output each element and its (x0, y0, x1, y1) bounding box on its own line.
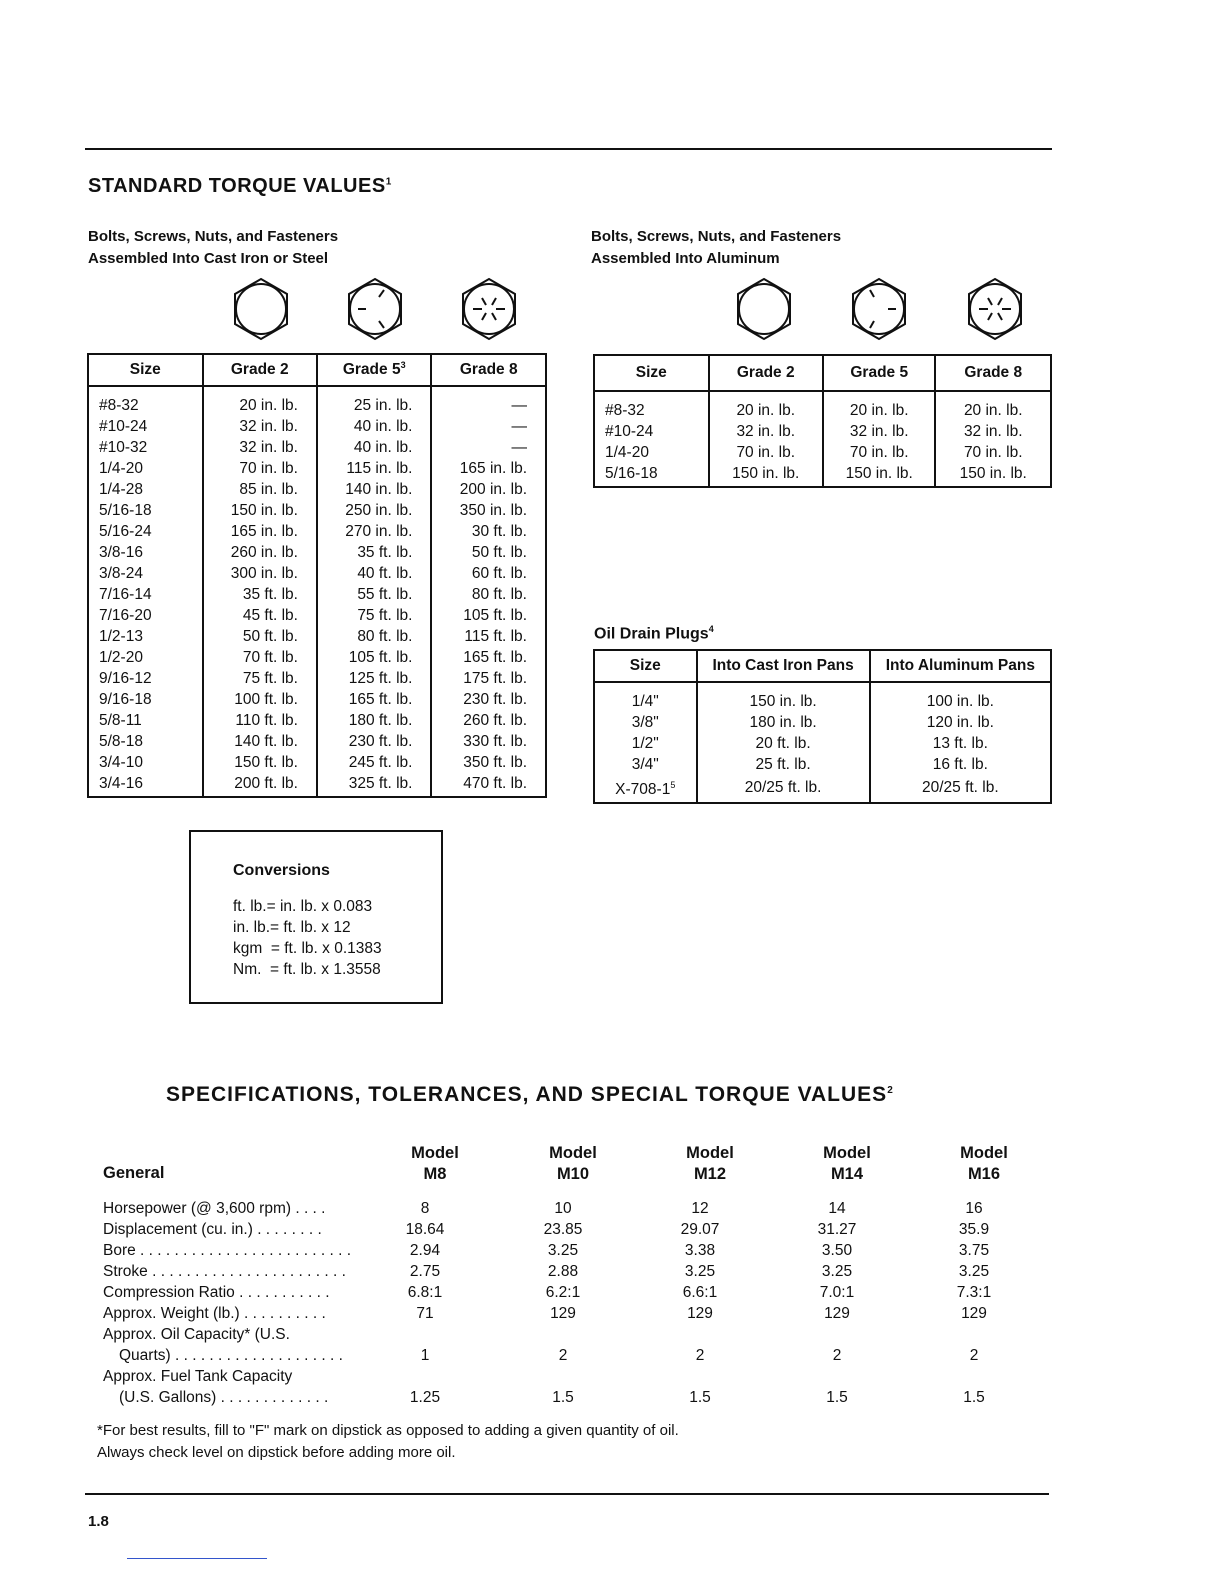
table-cell: 260 ft. lb. (431, 710, 546, 731)
hex-head-grade-8-icon (456, 276, 522, 347)
spec-row (103, 1219, 1043, 1240)
table-body (594, 682, 1051, 803)
table-cell: 5/8-11 (88, 710, 203, 731)
table-row (88, 521, 546, 542)
table-cell: — (431, 437, 546, 458)
table-cell: 180 ft. lb. (317, 710, 431, 731)
table-cell: 3/8-16 (88, 542, 203, 563)
spec-row (103, 1303, 1043, 1324)
table-cell: 150 in. lb. (823, 463, 936, 487)
table-cell: 32 in. lb. (203, 437, 317, 458)
column-header-grade-8: Grade 8 (935, 355, 1051, 391)
column-header-cast-iron-pans: Into Cast Iron Pans (697, 650, 870, 682)
model-header: Model M16 (960, 1144, 1008, 1183)
hex-head-grade-2-icon (228, 276, 294, 347)
table-row (88, 773, 546, 797)
table-cell: 20 in. lb. (823, 391, 936, 421)
table-cell: 165 ft. lb. (317, 689, 431, 710)
table-row (594, 682, 1051, 712)
table-header-row (594, 650, 1051, 682)
spec-value: 3.25 (684, 1263, 716, 1280)
table-cell: #10-32 (88, 437, 203, 458)
table-cell: 3/8-24 (88, 563, 203, 584)
table-cell: 60 ft. lb. (431, 563, 546, 584)
table-cell: 200 ft. lb. (203, 773, 317, 797)
spec-value: 1.5 (963, 1389, 985, 1406)
table-row (88, 605, 546, 626)
table-cell: 9/16-12 (88, 668, 203, 689)
table-cell: 105 ft. lb. (431, 605, 546, 626)
table-row (88, 458, 546, 479)
column-header-grade-2: Grade 2 (203, 354, 317, 386)
table-row (88, 626, 546, 647)
table-body (594, 391, 1051, 487)
spec-label: Compression Ratio . . . . . . . . . . . (103, 1284, 330, 1301)
spec-value: 35.9 (958, 1221, 990, 1238)
table-cell: 70 in. lb. (935, 442, 1051, 463)
footnote: *For best results, fill to "F" mark on dipstick as opposed to adding a given quantity of oil. Always check level on dipstick before adding more oil. (97, 1422, 679, 1461)
table-row (88, 563, 546, 584)
table-row (594, 775, 1051, 803)
table-cell: 330 ft. lb. (431, 731, 546, 752)
table-cell: 180 in. lb. (697, 712, 870, 733)
column-header-grade-2: Grade 2 (709, 355, 823, 391)
table-cell: 70 in. lb. (823, 442, 936, 463)
column-header-size: Size (594, 650, 697, 682)
table-cell: 20 in. lb. (709, 391, 823, 421)
spec-value: 3.25 (547, 1242, 579, 1259)
column-header-aluminum-pans: Into Aluminum Pans (870, 650, 1051, 682)
spec-value: 1 (420, 1347, 430, 1364)
bottom-rule (85, 1493, 1049, 1495)
table-header-row (88, 354, 546, 386)
aluminum-torque-table (593, 354, 1052, 488)
table-cell: 165 in. lb. (431, 458, 546, 479)
table-cell: 300 in. lb. (203, 563, 317, 584)
spec-row (103, 1261, 1043, 1282)
table-row (88, 479, 546, 500)
spec-row (103, 1198, 1043, 1219)
table-cell: 9/16-18 (88, 689, 203, 710)
table-cell: $X-708-1^5$ (594, 775, 697, 803)
table-cell: 250 in. lb. (317, 500, 431, 521)
spec-value: 2 (695, 1347, 705, 1364)
table-cell: 150 in. lb. (709, 463, 823, 487)
table-cell: 7/16-14 (88, 584, 203, 605)
top-rule (85, 148, 1052, 150)
page-title: STANDARD TORQUE VALUES$^1$ (88, 175, 392, 197)
table-row (594, 463, 1051, 487)
table-row (88, 416, 546, 437)
table-cell: #8-32 (594, 391, 709, 421)
table-row (594, 442, 1051, 463)
conversion-line: ft. lb.= in. lb. x 0.083 (233, 898, 373, 915)
table-cell: 50 ft. lb. (431, 542, 546, 563)
spec-value: 3.25 (821, 1263, 853, 1280)
table-cell: 115 ft. lb. (431, 626, 546, 647)
spec-label: Approx. Oil Capacity* (U.S. Quarts) . . . . . . . . . . . . . . . . . . . . (103, 1326, 343, 1364)
table-cell: #8-32 (88, 386, 203, 416)
table-cell: 70 in. lb. (203, 458, 317, 479)
spec-value: 2.88 (547, 1263, 579, 1280)
table-cell: 35 ft. lb. (317, 542, 431, 563)
spec-value: 3.38 (684, 1242, 716, 1259)
table-cell: 115 in. lb. (317, 458, 431, 479)
table-cell: 32 in. lb. (203, 416, 317, 437)
spec-label: Displacement (cu. in.) . . . . . . . . (103, 1221, 322, 1238)
table-cell: — (431, 386, 546, 416)
conversion-line: Nm. = ft. lb. x 1.3558 (233, 961, 381, 978)
table-row (88, 731, 546, 752)
table-row (88, 437, 546, 458)
table-cell: 20 in. lb. (203, 386, 317, 416)
spec-value: 1.5 (689, 1389, 711, 1406)
table-cell: 50 ft. lb. (203, 626, 317, 647)
spec-value: 3.75 (958, 1242, 990, 1259)
table-cell: 125 ft. lb. (317, 668, 431, 689)
table-row (88, 647, 546, 668)
spec-row (103, 1240, 1043, 1261)
spec-label: Approx. Fuel Tank Capacity (U.S. Gallons) . . . . . . . . . . . . . (103, 1368, 329, 1406)
specs-title: SPECIFICATIONS, TOLERANCES, AND SPECIAL TORQUE VALUES$^2$ (166, 1083, 894, 1106)
table-cell: 230 ft. lb. (431, 689, 546, 710)
table-cell: 3/8" (594, 712, 697, 733)
spec-value: 10 (554, 1200, 572, 1217)
table-row (594, 733, 1051, 754)
model-header: Model M10 (549, 1144, 597, 1183)
spec-value: 23.85 (543, 1221, 583, 1238)
table-cell: 3/4-16 (88, 773, 203, 797)
cast-iron-torque-table (87, 353, 547, 798)
table-row (88, 386, 546, 416)
table-cell: 20 ft. lb. (697, 733, 870, 754)
table-cell: 32 in. lb. (935, 421, 1051, 442)
table-row (88, 710, 546, 731)
table-cell: 150 in. lb. (697, 682, 870, 712)
conversions-title: Conversions (233, 862, 330, 879)
spec-value: 7.3:1 (956, 1284, 992, 1301)
table-cell: 25 ft. lb. (697, 754, 870, 775)
table-cell: 40 in. lb. (317, 437, 431, 458)
table-cell: 5/16-18 (88, 500, 203, 521)
table-cell: 32 in. lb. (709, 421, 823, 442)
table-cell: 3/4" (594, 754, 697, 775)
spec-value: 2 (969, 1347, 979, 1364)
model-header: Model M12 (686, 1144, 734, 1183)
spec-value: 1.5 (826, 1389, 848, 1406)
spec-value: 71 (416, 1305, 434, 1322)
table-cell: 270 in. lb. (317, 521, 431, 542)
table-cell: 32 in. lb. (823, 421, 936, 442)
spec-value: 129 (687, 1305, 713, 1322)
hex-head-grade-5-icon (342, 276, 408, 347)
table-cell: 200 in. lb. (431, 479, 546, 500)
right-section-heading: Bolts, Screws, Nuts, and Fasteners Assembled Into Aluminum (591, 228, 842, 267)
spec-value: 16 (965, 1200, 983, 1217)
table-row (88, 689, 546, 710)
table-cell: 165 ft. lb. (431, 647, 546, 668)
spec-label: Stroke . . . . . . . . . . . . . . . . . . . . . . . (103, 1263, 346, 1280)
conversions-box (189, 830, 443, 1004)
table-cell: 20/25 ft. lb. (870, 775, 1051, 803)
table-row (594, 754, 1051, 775)
table-cell: 25 in. lb. (317, 386, 431, 416)
table-cell: 105 ft. lb. (317, 647, 431, 668)
table-cell: 165 in. lb. (203, 521, 317, 542)
table-row (594, 421, 1051, 442)
table-body (88, 386, 546, 797)
spec-value: 18.64 (405, 1221, 445, 1238)
table-cell: 40 ft. lb. (317, 563, 431, 584)
table-row (88, 500, 546, 521)
table-cell: 140 in. lb. (317, 479, 431, 500)
table-cell: 175 ft. lb. (431, 668, 546, 689)
table-cell: 5/16-18 (594, 463, 709, 487)
spec-label: Horsepower (@ 3,600 rpm) . . . . (103, 1200, 326, 1217)
spec-value: 1.5 (552, 1389, 574, 1406)
spec-value: 1.25 (409, 1389, 441, 1406)
spec-value: 2 (558, 1347, 568, 1364)
page-number: 1.8 (88, 1513, 109, 1530)
column-header-grade-5: Grade $5^3$ (317, 354, 431, 386)
oil-drain-table (593, 649, 1052, 804)
spec-label: Approx. Weight (lb.) . . . . . . . . . . (103, 1305, 326, 1322)
table-cell: 1/2" (594, 733, 697, 754)
spec-value: 2 (832, 1347, 842, 1364)
table-cell: 120 in. lb. (870, 712, 1051, 733)
table-header-row (594, 355, 1051, 391)
table-cell: 140 ft. lb. (203, 731, 317, 752)
spec-value: 129 (961, 1305, 987, 1322)
table-cell: 325 ft. lb. (317, 773, 431, 797)
table-row (594, 712, 1051, 733)
table-cell: 16 ft. lb. (870, 754, 1051, 775)
table-row (594, 391, 1051, 421)
table-cell: 100 ft. lb. (203, 689, 317, 710)
table-cell: 470 ft. lb. (431, 773, 546, 797)
column-header-grade-8: Grade 8 (431, 354, 546, 386)
spec-label: Bore . . . . . . . . . . . . . . . . . . . . . . . . . (103, 1242, 352, 1259)
table-row (88, 542, 546, 563)
spec-value: 129 (550, 1305, 576, 1322)
bottom-link-rule (127, 1558, 267, 1559)
table-cell: 30 ft. lb. (431, 521, 546, 542)
spec-value: 6.8:1 (407, 1284, 443, 1301)
table-cell: 75 ft. lb. (317, 605, 431, 626)
hex-head-grade-8-icon (962, 276, 1028, 347)
table-cell: 350 in. lb. (431, 500, 546, 521)
spec-value: 7.0:1 (819, 1284, 855, 1301)
conversion-line: in. lb.= ft. lb. x 12 (233, 919, 351, 936)
general-heading: General (103, 1164, 165, 1182)
spec-value: 6.2:1 (545, 1284, 581, 1301)
table-row (88, 584, 546, 605)
table-cell: 40 in. lb. (317, 416, 431, 437)
table-cell: 1/4-20 (594, 442, 709, 463)
table-cell: 1/2-13 (88, 626, 203, 647)
spec-row (103, 1282, 1043, 1303)
table-cell: 13 ft. lb. (870, 733, 1051, 754)
table-cell: #10-24 (594, 421, 709, 442)
table-cell: 70 ft. lb. (203, 647, 317, 668)
hex-head-grade-5-icon (846, 276, 912, 347)
oil-drain-title: Oil Drain Plugs$^4$ (594, 624, 714, 643)
spec-value: 2.94 (409, 1242, 441, 1259)
spec-value: 6.6:1 (682, 1284, 718, 1301)
table-cell: 3/4-10 (88, 752, 203, 773)
spec-value: 129 (824, 1305, 850, 1322)
column-header-size: Size (88, 354, 203, 386)
table-cell: 150 ft. lb. (203, 752, 317, 773)
table-cell: 75 ft. lb. (203, 668, 317, 689)
model-header: Model M14 (823, 1144, 871, 1183)
model-header: Model M8 (411, 1144, 459, 1183)
column-header-size: Size (594, 355, 709, 391)
table-cell: 80 ft. lb. (431, 584, 546, 605)
specs-table (103, 1198, 1043, 1408)
table-cell: 150 in. lb. (935, 463, 1051, 487)
table-cell: 45 ft. lb. (203, 605, 317, 626)
spec-row (103, 1324, 1043, 1366)
table-cell: #10-24 (88, 416, 203, 437)
spec-value: 14 (828, 1200, 846, 1217)
table-cell: 1/4" (594, 682, 697, 712)
table-cell: 5/8-18 (88, 731, 203, 752)
spec-value: 12 (691, 1200, 709, 1217)
spec-value: 3.50 (821, 1242, 853, 1259)
table-cell: 20/25 ft. lb. (697, 775, 870, 803)
table-cell: 7/16-20 (88, 605, 203, 626)
table-cell: 150 in. lb. (203, 500, 317, 521)
table-cell: 5/16-24 (88, 521, 203, 542)
spec-row (103, 1366, 1043, 1408)
table-row (88, 668, 546, 689)
table-cell: 85 in. lb. (203, 479, 317, 500)
table-cell: 1/4-28 (88, 479, 203, 500)
table-cell: 55 ft. lb. (317, 584, 431, 605)
table-cell: 350 ft. lb. (431, 752, 546, 773)
column-header-grade-5: Grade 5 (823, 355, 936, 391)
spec-value: 29.07 (680, 1221, 720, 1238)
table-cell: 230 ft. lb. (317, 731, 431, 752)
table-cell: — (431, 416, 546, 437)
conversion-line: kgm = ft. lb. x 0.1383 (233, 940, 382, 957)
table-cell: 80 ft. lb. (317, 626, 431, 647)
table-cell: 20 in. lb. (935, 391, 1051, 421)
spec-value: 3.25 (958, 1263, 990, 1280)
spec-value: 8 (420, 1200, 430, 1217)
table-cell: 100 in. lb. (870, 682, 1051, 712)
table-cell: 260 in. lb. (203, 542, 317, 563)
table-cell: 1/2-20 (88, 647, 203, 668)
hex-head-grade-2-icon (731, 276, 797, 347)
table-cell: 110 ft. lb. (203, 710, 317, 731)
table-row (88, 752, 546, 773)
table-cell: 1/4-20 (88, 458, 203, 479)
table-cell: 35 ft. lb. (203, 584, 317, 605)
spec-value: 31.27 (817, 1221, 857, 1238)
table-cell: 70 in. lb. (709, 442, 823, 463)
table-cell: 245 ft. lb. (317, 752, 431, 773)
left-section-heading: Bolts, Screws, Nuts, and Fasteners Assembled Into Cast Iron or Steel (88, 228, 339, 267)
spec-value: 2.75 (409, 1263, 441, 1280)
